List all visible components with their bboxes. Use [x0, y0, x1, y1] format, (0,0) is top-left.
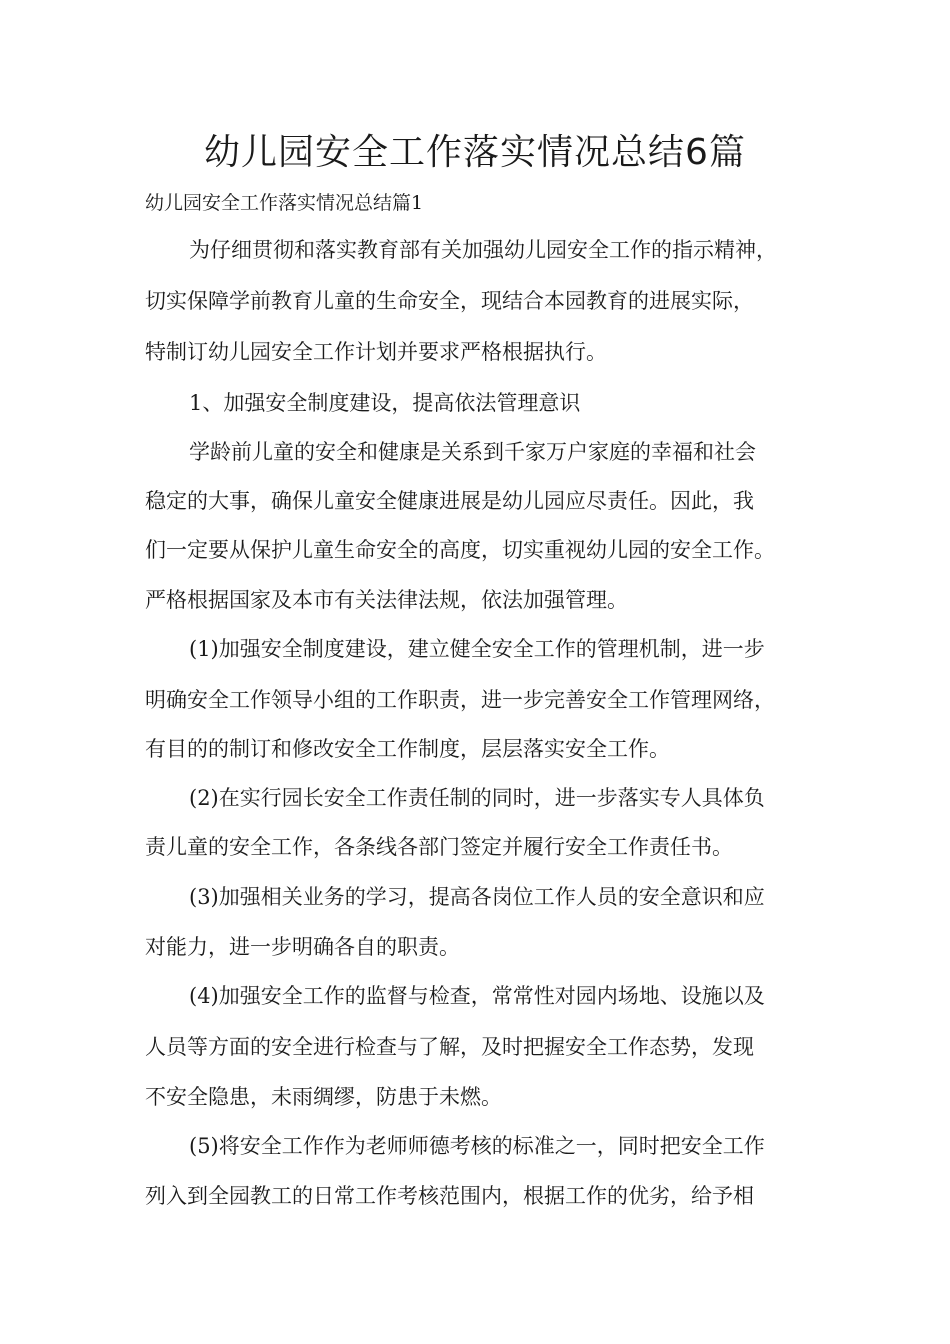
paragraph-line: 严格根据国家及本市有关法律法规，依法加强管理。 — [145, 588, 628, 612]
paragraph-line: 对能力，进一步明确各自的职责。 — [145, 935, 460, 959]
paragraph-line: (4)加强安全工作的监督与检查，常常性对园内场地、设施以及 — [189, 984, 765, 1008]
paragraph-line: 不安全隐患，未雨绸缪，防患于未燃。 — [145, 1085, 502, 1109]
document-title: 幼儿园安全工作落实情况总结6篇 — [204, 132, 746, 173]
paragraph-line: (2)在实行园长安全工作责任制的同时，进一步落实专人具体负 — [189, 786, 765, 810]
paragraph-line: 明确安全工作领导小组的工作职责，进一步完善安全工作管理网络， — [145, 688, 775, 712]
paragraph-line: 们一定要从保护儿童生命安全的高度，切实重视幼儿园的安全工作。 — [145, 538, 775, 562]
paragraph-line: 1、加强安全制度建设，提高依法管理意识 — [189, 391, 581, 415]
paragraph-line: 切实保障学前教育儿童的生命安全，现结合本园教育的进展实际， — [145, 289, 754, 313]
paragraph-line: (3)加强相关业务的学习，提高各岗位工作人员的安全意识和应 — [189, 885, 765, 909]
paragraph-line: 责儿童的安全工作，各条线各部门签定并履行安全工作责任书。 — [145, 835, 733, 859]
paragraph-line: 人员等方面的安全进行检查与了解，及时把握安全工作态势，发现 — [145, 1035, 754, 1059]
paragraph-line: (5)将安全工作作为老师师德考核的标准之一，同时把安全工作 — [189, 1134, 765, 1158]
paragraph-line: 学龄前儿童的安全和健康是关系到千家万户家庭的幸福和社会 — [189, 440, 756, 464]
paragraph-line: 列入到全园教工的日常工作考核范围内，根据工作的优劣，给予相 — [145, 1184, 754, 1208]
paragraph-line: (1)加强安全制度建设，建立健全安全工作的管理机制，进一步 — [189, 637, 765, 661]
section-heading: 幼儿园安全工作落实情况总结篇1 — [145, 192, 424, 214]
paragraph-line: 为仔细贯彻和落实教育部有关加强幼儿园安全工作的指示精神， — [189, 238, 777, 262]
paragraph-line: 特制订幼儿园安全工作计划并要求严格根据执行。 — [145, 340, 607, 364]
paragraph-line: 有目的的制订和修改安全工作制度，层层落实安全工作。 — [145, 737, 670, 761]
paragraph-line: 稳定的大事，确保儿童安全健康进展是幼儿园应尽责任。因此，我 — [145, 489, 754, 513]
